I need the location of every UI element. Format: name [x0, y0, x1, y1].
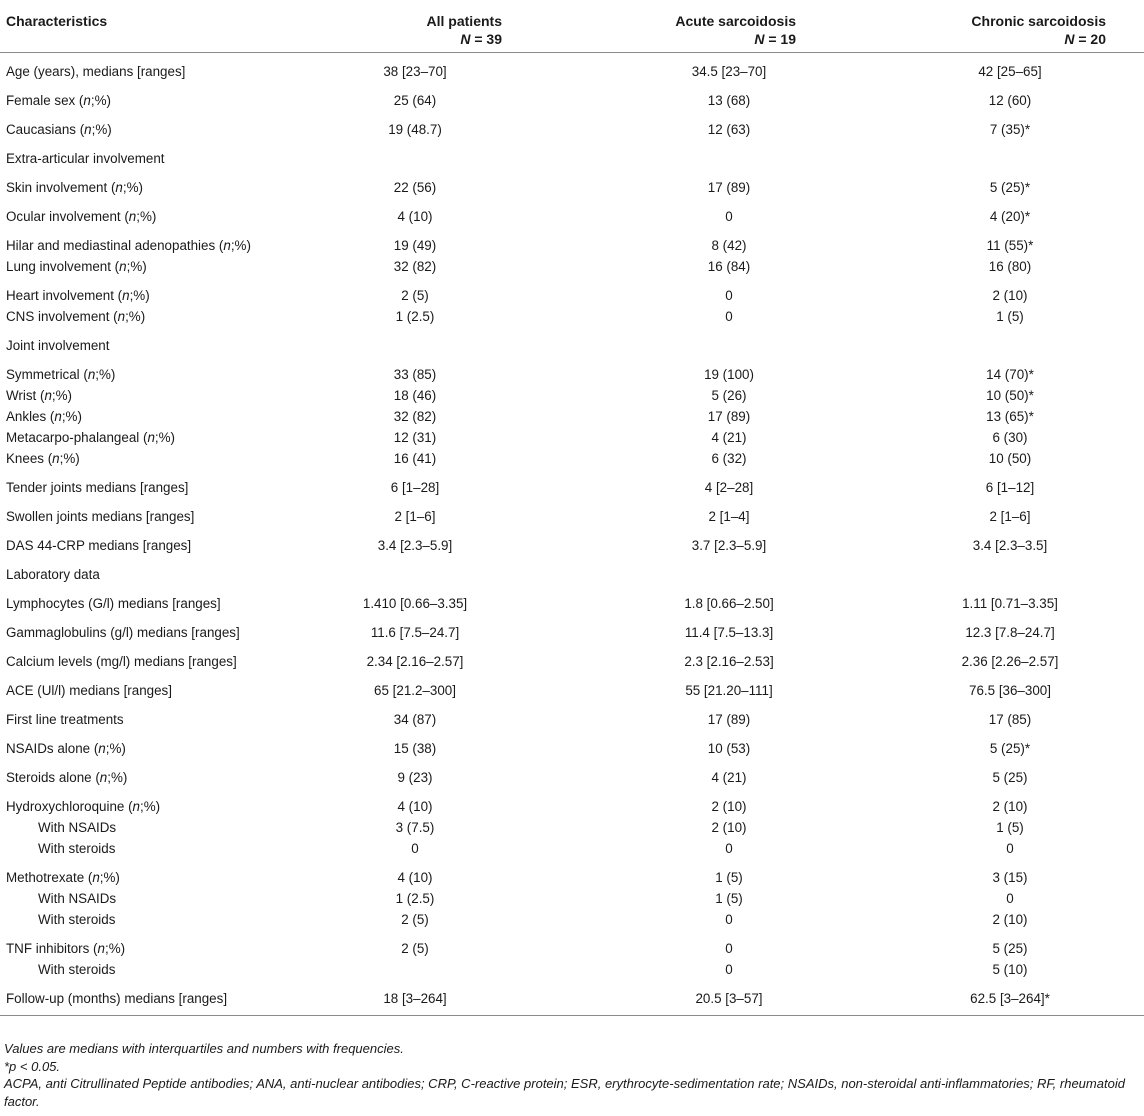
header-title: All patients — [426, 13, 502, 29]
row-label: Age (years), medians [ranges] — [6, 63, 186, 79]
table-row — [0, 169, 1144, 198]
cell-acute: 10 (53) — [707, 740, 751, 756]
cell-all-patients: 2 (5) — [401, 940, 429, 956]
cell-all-patients: 25 (64) — [393, 92, 437, 108]
cell-chronic: 6 (30) — [992, 429, 1028, 445]
row-label: Lung involvement (n;%) — [6, 258, 147, 274]
row-label: Lymphocytes (G/l) medians [ranges] — [6, 595, 221, 611]
row-label: Methotrexate (n;%) — [6, 869, 120, 885]
cell-chronic: 14 (70)* — [986, 366, 1034, 382]
row-label: Ankles (n;%) — [6, 408, 82, 424]
cell-all-patients: 38 [23–70] — [383, 63, 447, 79]
cell-chronic: 6 [1–12] — [985, 479, 1035, 495]
row-label: With NSAIDs — [38, 819, 117, 835]
cell-chronic: 4 (20)* — [989, 208, 1031, 224]
cell-acute: 0 — [725, 287, 733, 303]
table-footnotes — [0, 1040, 1144, 1110]
cell-acute: 19 (100) — [704, 366, 754, 382]
table-row — [0, 788, 1144, 817]
cell-acute: 4 [2–28] — [704, 479, 754, 495]
cell-acute — [596, 556, 866, 585]
cell-acute: 3.7 [2.3–5.9] — [691, 537, 767, 553]
cell-acute: 2.3 [2.16–2.53] — [684, 653, 774, 669]
row-label: TNF inhibitors (n;%) — [6, 940, 126, 956]
cell-all-patients — [318, 556, 596, 585]
cell-acute: 16 (84) — [707, 258, 751, 274]
row-label: Caucasians (n;%) — [6, 121, 112, 137]
row-label: Laboratory data — [6, 566, 100, 582]
cell-acute — [596, 140, 866, 169]
table-row — [0, 385, 1144, 406]
table-row — [0, 817, 1144, 838]
cell-acute: 20.5 [3–57] — [596, 980, 866, 1016]
row-label: First line treatments — [6, 711, 124, 727]
cell-chronic: 2 (10) — [992, 911, 1028, 927]
row-label: Knees (n;%) — [6, 450, 80, 466]
header-title: Acute sarcoidosis — [675, 13, 796, 29]
table-row — [0, 198, 1144, 227]
cell-all-patients: 0 — [411, 840, 419, 856]
cell-chronic: 5 (10) — [992, 961, 1028, 977]
cell-all-patients: 1 (2.5) — [395, 308, 435, 324]
header-n: N = 19 — [754, 31, 796, 47]
cell-all-patients: 65 [21.2–300] — [374, 682, 456, 698]
table-row — [0, 306, 1144, 327]
cell-acute: 17 (89) — [707, 711, 751, 727]
cell-acute: 5 (26) — [711, 387, 747, 403]
table-row — [0, 888, 1144, 909]
cell-chronic: 12 (60) — [988, 92, 1032, 108]
cell-all-patients: 4 (10) — [397, 869, 433, 885]
cell-chronic: 2 (10) — [992, 287, 1028, 303]
row-label: Metacarpo-phalangeal (n;%) — [6, 429, 175, 445]
table-row — [0, 959, 1144, 980]
header-characteristics: Characteristics — [0, 0, 318, 52]
row-label: Heart involvement (n;%) — [6, 287, 150, 303]
table-row — [0, 227, 1144, 256]
cell-chronic: 11 (55)* — [986, 237, 1034, 253]
cell-all-patients: 2 [1–6] — [394, 508, 436, 524]
cell-acute: 2 (10) — [711, 798, 747, 814]
table-row — [0, 111, 1144, 140]
cell-all-patients: 22 (56) — [393, 179, 437, 195]
cell-all-patients: 2.34 [2.16–2.57] — [366, 653, 464, 669]
cell-acute: 1 (5) — [715, 869, 743, 885]
cell-all-patients: 18 [3–264] — [318, 980, 596, 1016]
cell-acute: 4 (21) — [711, 429, 747, 445]
cell-all-patients: 9 (23) — [397, 769, 433, 785]
cell-chronic: 7 (35)* — [989, 121, 1031, 137]
cell-all-patients: 1.410 [0.66–3.35] — [362, 595, 468, 611]
cell-chronic: 0 — [1006, 890, 1014, 906]
cell-chronic — [866, 140, 1144, 169]
cell-all-patients: 15 (38) — [393, 740, 437, 756]
table-row — [0, 556, 1144, 585]
cell-chronic: 12.3 [7.8–24.7] — [965, 624, 1055, 640]
cell-chronic: 5 (25) — [992, 769, 1028, 785]
table-row — [0, 406, 1144, 427]
cell-chronic: 3 (15) — [992, 869, 1028, 885]
table-row — [0, 672, 1144, 701]
cell-all-patients — [318, 327, 596, 356]
row-label: DAS 44-CRP medians [ranges] — [6, 537, 192, 553]
cell-all-patients: 19 (49) — [393, 237, 437, 253]
cell-acute: 8 (42) — [711, 237, 747, 253]
cell-all-patients: 32 (82) — [393, 408, 437, 424]
header-title: Chronic sarcoidosis — [971, 13, 1106, 29]
cell-acute: 0 — [725, 208, 733, 224]
cell-chronic: 5 (25)* — [989, 740, 1031, 756]
cell-chronic: 5 (25) — [992, 940, 1028, 956]
row-label: Ocular involvement (n;%) — [6, 208, 157, 224]
table-row — [0, 448, 1144, 469]
table-row — [0, 909, 1144, 930]
cell-chronic: 1 (5) — [996, 308, 1024, 324]
table-row — [0, 701, 1144, 730]
cell-all-patients — [318, 959, 596, 980]
header-acute-sarcoidosis — [596, 0, 866, 52]
cell-all-patients: 16 (41) — [393, 450, 437, 466]
cell-acute: 12 (63) — [707, 121, 751, 137]
cell-acute: 1.8 [0.66–2.50] — [684, 595, 774, 611]
cell-acute: 6 (32) — [711, 450, 747, 466]
row-label: With steroids — [38, 911, 116, 927]
table-row — [0, 427, 1144, 448]
cell-all-patients: 12 (31) — [393, 429, 437, 445]
row-label: Steroids alone (n;%) — [6, 769, 128, 785]
row-label: Tender joints medians [ranges] — [6, 479, 189, 495]
header-chronic-sarcoidosis — [866, 0, 1144, 52]
cell-acute: 0 — [725, 840, 733, 856]
table-row — [0, 759, 1144, 788]
cell-chronic: 42 [25–65] — [978, 63, 1042, 79]
cell-all-patients: 4 (10) — [397, 208, 433, 224]
cell-chronic — [866, 556, 1144, 585]
row-label: Calcium levels (mg/l) medians [ranges] — [6, 653, 237, 669]
row-label: With NSAIDs — [38, 890, 117, 906]
footnote-values: Values are medians with interquartiles and numbers with frequencies. — [4, 1041, 404, 1056]
cell-chronic: 17 (85) — [988, 711, 1032, 727]
cell-chronic: 1.11 [0.71–3.35] — [962, 595, 1058, 611]
row-label: Symmetrical (n;%) — [6, 366, 116, 382]
table-row — [0, 498, 1144, 527]
cell-acute: 2 [1–4] — [708, 508, 750, 524]
table-row — [0, 930, 1144, 959]
row-label: With steroids — [38, 840, 116, 856]
cell-chronic: 1 (5) — [996, 819, 1024, 835]
table-row — [0, 527, 1144, 556]
table-row — [0, 585, 1144, 614]
cell-acute: 17 (89) — [707, 179, 751, 195]
row-label: Hilar and mediastinal adenopathies (n;%) — [6, 237, 251, 253]
table-row — [0, 277, 1144, 306]
cell-all-patients: 32 (82) — [393, 258, 437, 274]
table-row — [0, 82, 1144, 111]
footnote-abbreviations: ACPA, anti Citrullinated Peptide antibodies; ANA, anti-nuclear antibodies; CRP, C-reactive protein; ESR, erythrocyte-sedimentation rate; NSAIDs, non-steroidal anti-inflammatories; RF, rheumatoid factor. — [4, 1076, 1125, 1109]
table-row — [0, 980, 1144, 1016]
table-row — [0, 140, 1144, 169]
cell-all-patients — [318, 140, 596, 169]
row-label: Extra-articular involvement — [6, 150, 165, 166]
row-label: Joint involvement — [6, 337, 110, 353]
cell-acute: 0 — [725, 308, 733, 324]
cell-chronic: 0 — [1006, 840, 1014, 856]
cell-chronic: 76.5 [36–300] — [969, 682, 1051, 698]
table-row — [0, 356, 1144, 385]
cell-chronic: 5 (25)* — [989, 179, 1031, 195]
table-row — [0, 859, 1144, 888]
header-all-patients — [318, 0, 596, 52]
table-row — [0, 730, 1144, 759]
cell-all-patients: 2 (5) — [401, 911, 429, 927]
cell-all-patients: 4 (10) — [397, 798, 433, 814]
cell-acute — [596, 327, 866, 356]
table-row — [0, 327, 1144, 356]
header-n: N = 39 — [460, 31, 502, 47]
cell-chronic: 13 (65)* — [986, 408, 1034, 424]
cell-acute: 34.5 [23–70] — [691, 63, 767, 79]
cell-all-patients: 2 (5) — [401, 287, 429, 303]
cell-acute: 0 — [725, 911, 733, 927]
cell-acute: 2 (10) — [711, 819, 747, 835]
cell-acute: 1 (5) — [715, 890, 743, 906]
footnote-significance: *p < 0.05. — [4, 1058, 61, 1074]
row-label: ACE (Ul/l) medians [ranges] — [6, 682, 172, 698]
cell-chronic — [866, 327, 1144, 356]
cell-chronic: 10 (50) — [988, 450, 1032, 466]
row-label: With steroids — [38, 961, 116, 977]
cell-chronic: 10 (50)* — [986, 387, 1034, 403]
cell-all-patients: 3.4 [2.3–5.9] — [377, 537, 453, 553]
row-label: Hydroxychloroquine (n;%) — [6, 798, 161, 814]
table-row — [0, 52, 1144, 82]
table-header — [0, 0, 1144, 52]
table-row — [0, 838, 1144, 859]
row-label: Swollen joints medians [ranges] — [6, 508, 195, 524]
cell-acute: 4 (21) — [711, 769, 747, 785]
cell-acute: 55 [21.20–111] — [685, 682, 773, 698]
row-label: Follow-up (months) medians [ranges] — [0, 980, 318, 1016]
row-label: Gammaglobulins (g/l) medians [ranges] — [6, 624, 240, 640]
cell-acute: 0 — [725, 940, 733, 956]
table-row — [0, 469, 1144, 498]
cell-chronic: 2.36 [2.26–2.57] — [961, 653, 1059, 669]
row-label: CNS involvement (n;%) — [6, 308, 146, 324]
cell-all-patients: 3 (7.5) — [395, 819, 435, 835]
cell-chronic: 3.4 [2.3–3.5] — [972, 537, 1048, 553]
cell-all-patients: 11.6 [7.5–24.7] — [370, 624, 460, 640]
table-row — [0, 643, 1144, 672]
cell-chronic: 2 (10) — [992, 798, 1028, 814]
cell-all-patients: 1 (2.5) — [395, 890, 435, 906]
cell-acute: 17 (89) — [707, 408, 751, 424]
cell-chronic: 62.5 [3–264]* — [866, 980, 1144, 1016]
table-row — [0, 614, 1144, 643]
cell-acute: 13 (68) — [707, 92, 751, 108]
cell-all-patients: 6 [1–28] — [390, 479, 440, 495]
cell-chronic: 16 (80) — [988, 258, 1032, 274]
cell-all-patients: 33 (85) — [393, 366, 437, 382]
row-label: Female sex (n;%) — [6, 92, 111, 108]
row-label: Skin involvement (n;%) — [6, 179, 143, 195]
cell-all-patients: 34 (87) — [393, 711, 437, 727]
cell-chronic: 2 [1–6] — [989, 508, 1031, 524]
table-body — [0, 52, 1144, 1015]
row-label: NSAIDs alone (n;%) — [6, 740, 126, 756]
cell-all-patients: 18 (46) — [393, 387, 437, 403]
row-label: Wrist (n;%) — [6, 387, 72, 403]
table-row — [0, 256, 1144, 277]
cell-acute: 0 — [725, 961, 733, 977]
cell-acute: 11.4 [7.5–13.3] — [684, 624, 774, 640]
header-n: N = 20 — [1064, 31, 1106, 47]
cell-all-patients: 19 (48.7) — [388, 121, 442, 137]
